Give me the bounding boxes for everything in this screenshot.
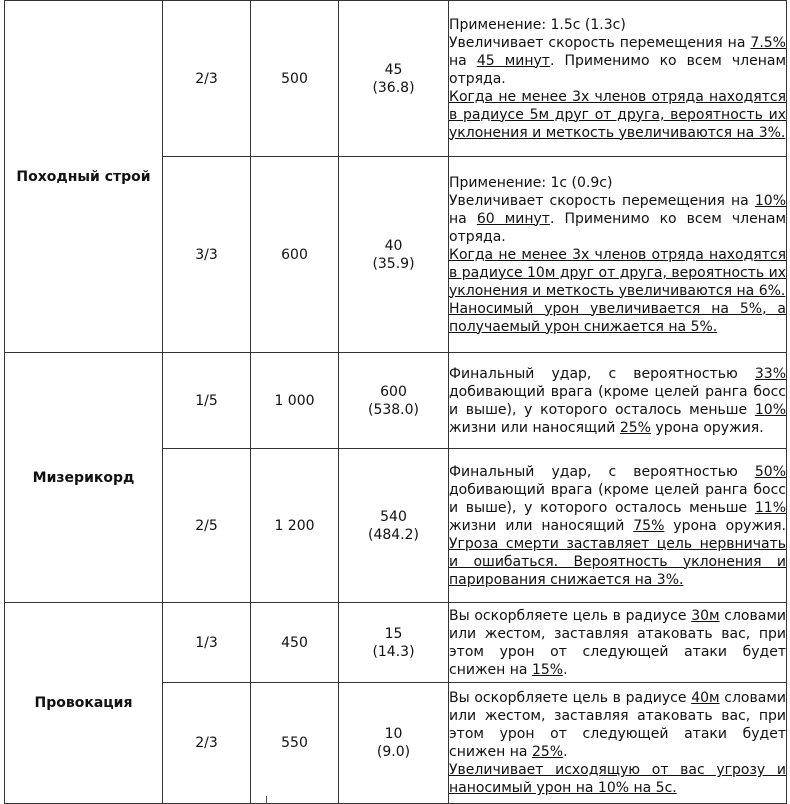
description-line bbox=[449, 607, 786, 679]
text-segment: урона оружия. bbox=[664, 517, 786, 534]
skill-cooldown bbox=[339, 353, 449, 449]
cooldown-alt: (484.2) bbox=[367, 526, 419, 543]
skill-rank: 3/3 bbox=[163, 157, 251, 353]
text-segment: урона оружия. bbox=[650, 419, 764, 436]
underlined-segment: Увеличивает исходящую от вас угрозу и наносимый урон на 10% на 5с. bbox=[449, 762, 786, 796]
text-segment: на bbox=[449, 52, 477, 69]
cooldown-main: 10 bbox=[384, 726, 403, 742]
skill-rank: 2/3 bbox=[163, 683, 251, 804]
underlined-segment: 25% bbox=[531, 744, 564, 760]
text-segment: словами или жестом, заставляя атаковать вас, при этом урон от следующей атаки будет снижен на bbox=[449, 607, 786, 678]
skill-description bbox=[449, 603, 787, 683]
underlined-segment: 25% bbox=[619, 419, 651, 436]
text-segment: Увеличивает скорость перемещения на bbox=[449, 192, 755, 209]
text-segment: Увеличивает скорость перемещения на bbox=[449, 34, 751, 51]
cooldown-alt: (538.0) bbox=[367, 401, 419, 418]
description-line bbox=[449, 246, 786, 300]
skill-name: Провокация bbox=[5, 603, 163, 804]
skill-row bbox=[5, 1, 787, 157]
text-segment: Вы оскорбляете цель в радиусе bbox=[449, 607, 692, 624]
underlined-segment: 45 минут bbox=[476, 52, 550, 69]
skill-cooldown bbox=[339, 683, 449, 804]
underlined-segment: Наносимый урон увеличивается на 5%, а получаемый урон снижается на 5%. bbox=[449, 300, 786, 335]
skill-cost: 500 bbox=[251, 1, 339, 157]
skill-cooldown bbox=[339, 1, 449, 157]
skill-cooldown bbox=[339, 449, 449, 603]
underlined-segment: 7.5% bbox=[750, 34, 786, 51]
underlined-segment: 75% bbox=[633, 517, 665, 534]
cooldown-alt: (35.9) bbox=[372, 255, 415, 272]
text-segment: . Применимо ко всем членам отряда. bbox=[449, 52, 787, 87]
description-line bbox=[449, 16, 786, 34]
description-line bbox=[449, 88, 786, 142]
text-segment: жизни или наносящий bbox=[449, 517, 634, 534]
text-segment: Финальный удар, с вероятностью bbox=[449, 463, 755, 480]
skill-description bbox=[449, 683, 787, 804]
skill-cost: 550 bbox=[251, 683, 339, 804]
text-segment: словами или жестом, заставляя атаковать вас, при этом урон от следующей атаки будет снижен на bbox=[449, 690, 786, 760]
skill-rank: 2/5 bbox=[163, 449, 251, 603]
underlined-segment: Угроза смерти заставляет цель нервничать и ошибаться. Вероятность уклонения и парирования снижается на 3%. bbox=[449, 535, 786, 588]
cooldown-main: 540 bbox=[380, 508, 407, 525]
skill-cost: 600 bbox=[251, 157, 339, 353]
skill-description bbox=[449, 449, 787, 603]
description-line bbox=[449, 689, 786, 761]
underlined-segment: 50% bbox=[754, 463, 786, 480]
underlined-segment: 60 минут bbox=[476, 210, 550, 227]
underlined-segment: 40м bbox=[691, 690, 720, 706]
cooldown-main: 40 bbox=[384, 237, 403, 254]
underlined-segment: Когда не менее 3х членов отряда находятся в радиусе 10м друг от друга, вероятность их уклонения и меткость увеличиваются на 6%. bbox=[449, 246, 786, 299]
skill-name: Походный строй bbox=[5, 1, 163, 353]
skill-row bbox=[5, 353, 787, 449]
description-line bbox=[449, 365, 786, 437]
skill-description bbox=[449, 353, 787, 449]
skill-description bbox=[449, 157, 787, 353]
cooldown-main: 15 bbox=[384, 625, 403, 642]
underlined-segment: 10% bbox=[754, 401, 786, 418]
text-segment: . bbox=[563, 744, 568, 760]
cooldown-alt: (9.0) bbox=[376, 744, 411, 760]
skill-rank: 2/3 bbox=[163, 1, 251, 157]
text-segment: на bbox=[449, 210, 477, 227]
description-line bbox=[449, 192, 786, 246]
skill-description bbox=[449, 1, 787, 157]
description-line bbox=[449, 174, 786, 192]
cooldown-alt: (36.8) bbox=[372, 79, 415, 96]
underlined-segment: 15% bbox=[531, 661, 564, 678]
description-line bbox=[449, 761, 786, 797]
text-segment: Финальный удар, с вероятностью bbox=[449, 365, 755, 382]
skill-cooldown bbox=[339, 157, 449, 353]
text-segment: Вы оскорбляете цель в радиусе bbox=[449, 690, 692, 706]
description-line bbox=[449, 463, 786, 589]
text-segment: . bbox=[563, 661, 568, 678]
skills-table bbox=[4, 0, 787, 804]
skill-cost: 450 bbox=[251, 603, 339, 683]
description-line bbox=[449, 34, 786, 88]
text-segment: Применение: 1с (0.9с) bbox=[449, 174, 613, 191]
skill-cooldown bbox=[339, 603, 449, 683]
underlined-segment: 30м bbox=[691, 607, 720, 624]
skill-row bbox=[5, 603, 787, 683]
description-line bbox=[449, 300, 786, 336]
skill-cost: 1 200 bbox=[251, 449, 339, 603]
skill-rank: 1/3 bbox=[163, 603, 251, 683]
page-mark bbox=[266, 796, 267, 804]
underlined-segment: 11% bbox=[754, 499, 786, 516]
text-segment: добивающий врага (кроме целей ранга босс и выше), у которого осталось меньше bbox=[449, 481, 786, 516]
skill-name: Мизерикорд bbox=[5, 353, 163, 603]
cooldown-main: 45 bbox=[384, 61, 403, 78]
skill-cost: 1 000 bbox=[251, 353, 339, 449]
skill-rank: 1/5 bbox=[163, 353, 251, 449]
underlined-segment: Когда не менее 3х членов отряда находятся в радиусе 5м друг от друга, вероятность их уклонения и меткость увеличиваются на 3%. bbox=[449, 88, 786, 141]
underlined-segment: 33% bbox=[754, 365, 786, 382]
underlined-segment: 10% bbox=[754, 192, 786, 209]
text-segment: Применение: 1.5с (1.3с) bbox=[449, 16, 626, 33]
cooldown-alt: (14.3) bbox=[372, 643, 415, 660]
text-segment: добивающий врага (кроме целей ранга босс и выше), у которого осталось меньше bbox=[449, 383, 786, 418]
text-segment: жизни или наносящий bbox=[449, 419, 620, 436]
text-segment: . Применимо ко всем членам отряда. bbox=[449, 210, 787, 245]
cooldown-main: 600 bbox=[380, 383, 407, 400]
